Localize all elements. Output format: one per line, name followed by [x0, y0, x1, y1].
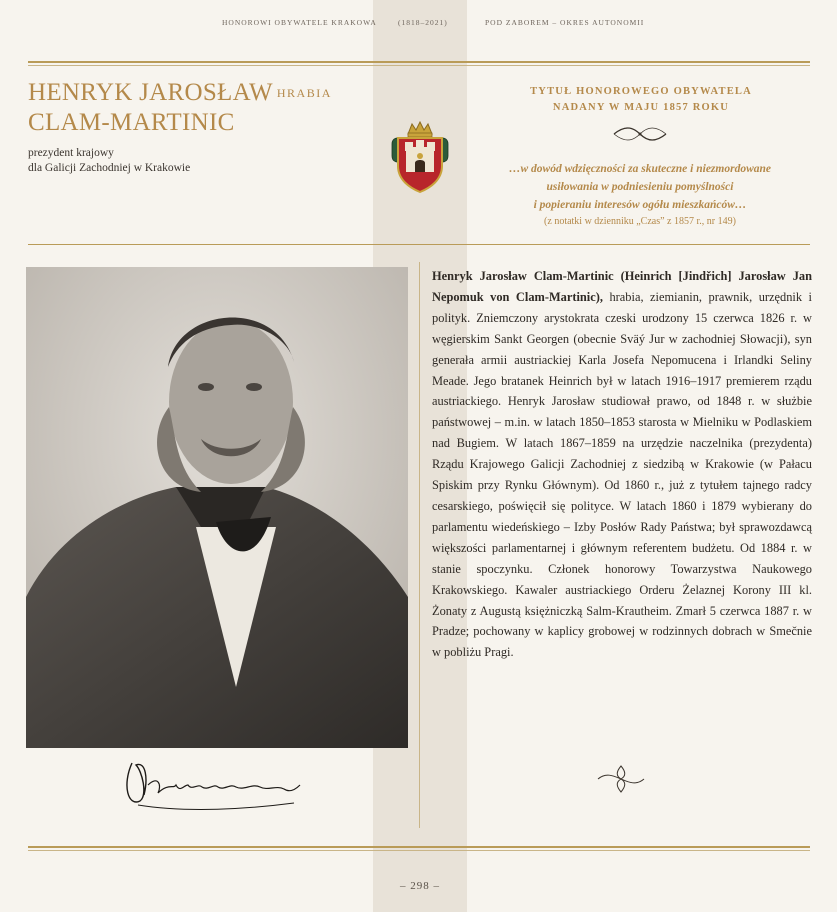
quote-line-3: i popieraniu interesów ogółu mieszkańców… — [533, 199, 747, 211]
biography-lead: Henryk Jarosław Clam-Martinic (Heinrich [Jindřich] Jarosław Jan Nepomuk von Clam-Martinic), — [432, 269, 812, 304]
running-head-left: HONOROWI OBYWATELE KRAKOWA — [222, 18, 377, 27]
noble-title: HRABIA — [276, 86, 332, 100]
quote-line-2: usiłowania w podniesieniu pomyślności — [546, 181, 734, 193]
end-ornament-icon — [596, 764, 646, 794]
person-name — [28, 78, 373, 138]
biography-body: hrabia, ziemianin, prawnik, urzędnik i polityk. Zniemczony arystokrata czeski urodzony 15 czerwca 1826 r. w węgierskim Sankt Georgen (obecnie Sväý Jur w zachodniej Słowacji), syn generała armii austriackiej Karla Josefa Nepomucena i Irlandki Seliny Meade. Jego bratanek Heinrich był w latach 1916–1917 premierem rządu austriackiego. Henryk Jarosław studiował prawo, od 1848 r. w służbie państwowej – m.in. w latach 1850–1853 starosta w Mielniku w Podlaskiem nad Bugiem. W latach 1867–1859 na urzędzie naczelnika (prezydenta) Rządu Krajowego Galicji Zachodniej z siedzibą w Krakowie (w Pałacu Spiskim przy Rynku Głównym). Od 1860 r., już z tytułem tajnego radcy cesarskiego, poświęcił się polityce. W latach 1860 i 1879 wybierany do parlamentu wiedeńskiego – Izby Posłów Rady Państwa; był sprawozdawcą większości parlamentarnej i głównym referentem budżetu. Od 1884 r. w stanie spoczynku. Członek honorowy Towarzystwa Naukowego Krakowskiego. Kawaler austriackiego Orderu Żelaznej Korony III kl. Żonaty z Augustą księżniczką Salm-Krautheim. Zmarł 5 czerwca 1887 r. w Pradze; pochowany w kaplicy grobowej w rodzinnych dobrach w Smečnie w pobliżu Pragi. — [432, 289, 812, 660]
honor-heading-line-2: NADANY W MAJU 1857 ROKU — [552, 102, 730, 113]
honor-title-heading — [478, 84, 804, 116]
quote-source: (z notatki w dzienniku „Czas” z 1857 r., nr 149) — [544, 216, 736, 227]
portrait-image — [26, 267, 408, 748]
page-number: – 298 – — [400, 880, 440, 892]
krakow-coat-of-arms-icon — [388, 120, 452, 194]
office-line-2: dla Galicji Zachodniej w Krakowie — [28, 162, 191, 174]
honor-heading-line-1: TYTUŁ HONOROWEGO OBYWATELA — [530, 86, 752, 97]
middle-rule — [28, 244, 810, 245]
name-line-2: CLAM-MARTINIC — [28, 109, 235, 136]
quote-line-1: …w dowód wdzięczności za skuteczne i niezmordowane — [509, 163, 771, 175]
office-line-1: prezydent krajowy — [28, 147, 114, 159]
honor-quote — [470, 160, 810, 214]
bottom-rule-thin — [28, 850, 810, 851]
top-rule-thin — [28, 65, 810, 66]
running-head-right: POD ZABOREM – OKRES AUTONOMII — [485, 18, 645, 27]
signature-image — [118, 755, 308, 815]
biography-text — [432, 266, 812, 663]
portrait-illustration — [26, 267, 408, 748]
office-description — [28, 146, 358, 176]
top-rule — [28, 61, 810, 63]
flourish-ornament-icon — [610, 124, 670, 144]
column-divider — [419, 262, 420, 828]
running-head — [0, 12, 837, 32]
bottom-rule — [28, 846, 810, 848]
name-line-1: HENRYK JAROSŁAW — [28, 79, 273, 106]
running-head-center: (1818–2021) — [398, 18, 448, 27]
